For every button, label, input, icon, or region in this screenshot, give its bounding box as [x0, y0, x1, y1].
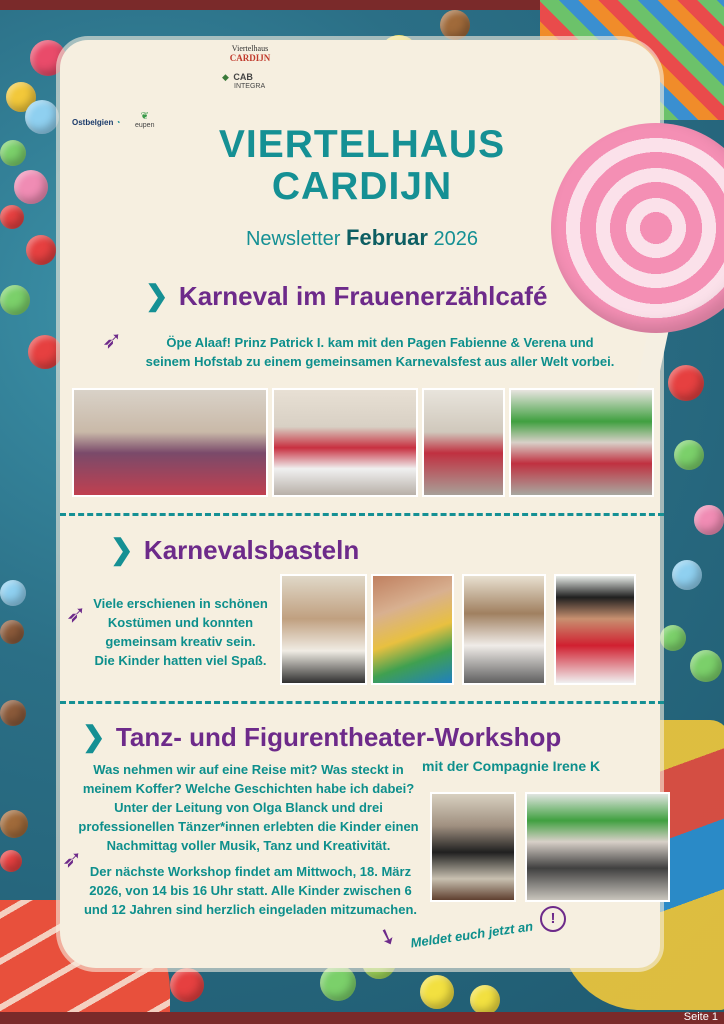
eupen-leaf-icon: ❦ — [140, 111, 149, 122]
text-line: Nachmittag voller Musik, Tanz und Kreativität. — [106, 838, 391, 853]
integra-label: INTEGRA — [234, 83, 266, 90]
text-line: gemeinsam kreativ sein. — [105, 634, 256, 649]
basteln-photo-4 — [554, 574, 636, 685]
logo-line-2: CARDIJN — [229, 53, 271, 63]
workshop-photo-1 — [430, 792, 516, 902]
page-number: Seite 1 — [683, 1011, 718, 1023]
section-title: Karnevalsbasteln — [143, 535, 360, 565]
cab-integra-logo: ◆ CAB INTEGRA — [222, 72, 266, 90]
text-line: 2026, von 14 bis 16 Uhr statt. Alle Kinder zwischen 6 — [89, 883, 412, 898]
chevron-icon: ❯ — [82, 721, 106, 752]
section-title: Tanz- und Figurentheater-Workshop — [115, 722, 562, 752]
newsletter-subtitle — [0, 225, 724, 251]
text-line: Der nächste Workshop findet am Mittwoch, 18. März — [89, 864, 412, 879]
section-title: Karneval im Frauenerzählcafé — [178, 281, 548, 311]
exclamation-icon: ! — [540, 906, 566, 932]
eupen-label: eupen — [135, 122, 155, 129]
basteln-photo-1 — [280, 574, 367, 685]
section-workshop-subtitle: mit der Compagnie Irene K — [422, 758, 601, 774]
section-basteln-heading — [110, 533, 359, 566]
text-line: Unter der Leitung von Olga Blanck und drei — [114, 800, 383, 815]
curly-arrow-icon: ➶ — [66, 601, 87, 628]
section-workshop-heading — [82, 720, 561, 753]
newsletter-year: 2026 — [433, 228, 479, 250]
text-line: Die Kinder hatten viel Spaß. — [94, 653, 267, 668]
page-title — [0, 124, 724, 208]
logo-line-1: Viertelhaus — [231, 44, 269, 53]
basteln-photo-2 — [371, 574, 454, 685]
viertelhaus-logo — [220, 44, 280, 63]
newsletter-month: Februar — [346, 225, 428, 250]
section-basteln-text — [88, 594, 273, 670]
text-line: meinem Koffer? Welche Geschichten habe ich dabei? — [82, 781, 415, 796]
karneval-photo-4 — [509, 388, 654, 497]
text-line: seinem Hofstab zu einem gemeinsamen Karnevalsfest aus aller Welt vorbei. — [145, 354, 615, 369]
chevron-icon: ❯ — [110, 534, 134, 565]
workshop-paragraph-2 — [78, 862, 423, 919]
section-karneval-text — [130, 333, 630, 371]
title-line-2: CARDIJN — [271, 165, 453, 208]
ostbelgien-swirl-icon: ◔ — [115, 118, 121, 127]
section-divider — [60, 513, 664, 516]
section-divider — [60, 701, 664, 704]
basteln-photo-3 — [462, 574, 546, 685]
karneval-photo-2 — [272, 388, 418, 497]
karneval-photo-3 — [422, 388, 505, 497]
curly-arrow-icon: ➶ — [102, 327, 123, 354]
workshop-photo-2 — [525, 792, 670, 902]
text-line: Viele erschienen in schönen — [93, 596, 268, 611]
pointing-arrow-icon: ➘ — [374, 921, 401, 952]
text-line: professionellen Tänzer*innen erlebten die Kinder einen — [78, 819, 419, 834]
chevron-icon: ❯ — [145, 280, 169, 311]
section-karneval-heading — [145, 279, 547, 312]
text-line: Öpe Alaaf! Prinz Patrick I. kam mit den Pagen Fabienne & Verena und — [166, 335, 594, 350]
title-line-1: VIERTELHAUS — [218, 123, 506, 166]
text-line: Was nehmen wir auf eine Reise mit? Was steckt in — [93, 762, 404, 777]
cab-label: CAB — [233, 72, 253, 82]
text-line: Kostümen und konnten — [107, 615, 254, 630]
ostbelgien-label: Ostbelgien — [72, 118, 114, 127]
curly-arrow-icon: ➶ — [62, 846, 83, 873]
newsletter-prefix: Newsletter — [245, 228, 341, 250]
karneval-photo-1 — [72, 388, 268, 497]
bottom-bar — [0, 1012, 724, 1024]
workshop-paragraph-1 — [76, 760, 421, 855]
text-line: und 12 Jahren sind herzlich eingeladen mitzumachen. — [83, 902, 418, 917]
register-cta[interactable]: Meldet euch jetzt an — [409, 918, 534, 951]
